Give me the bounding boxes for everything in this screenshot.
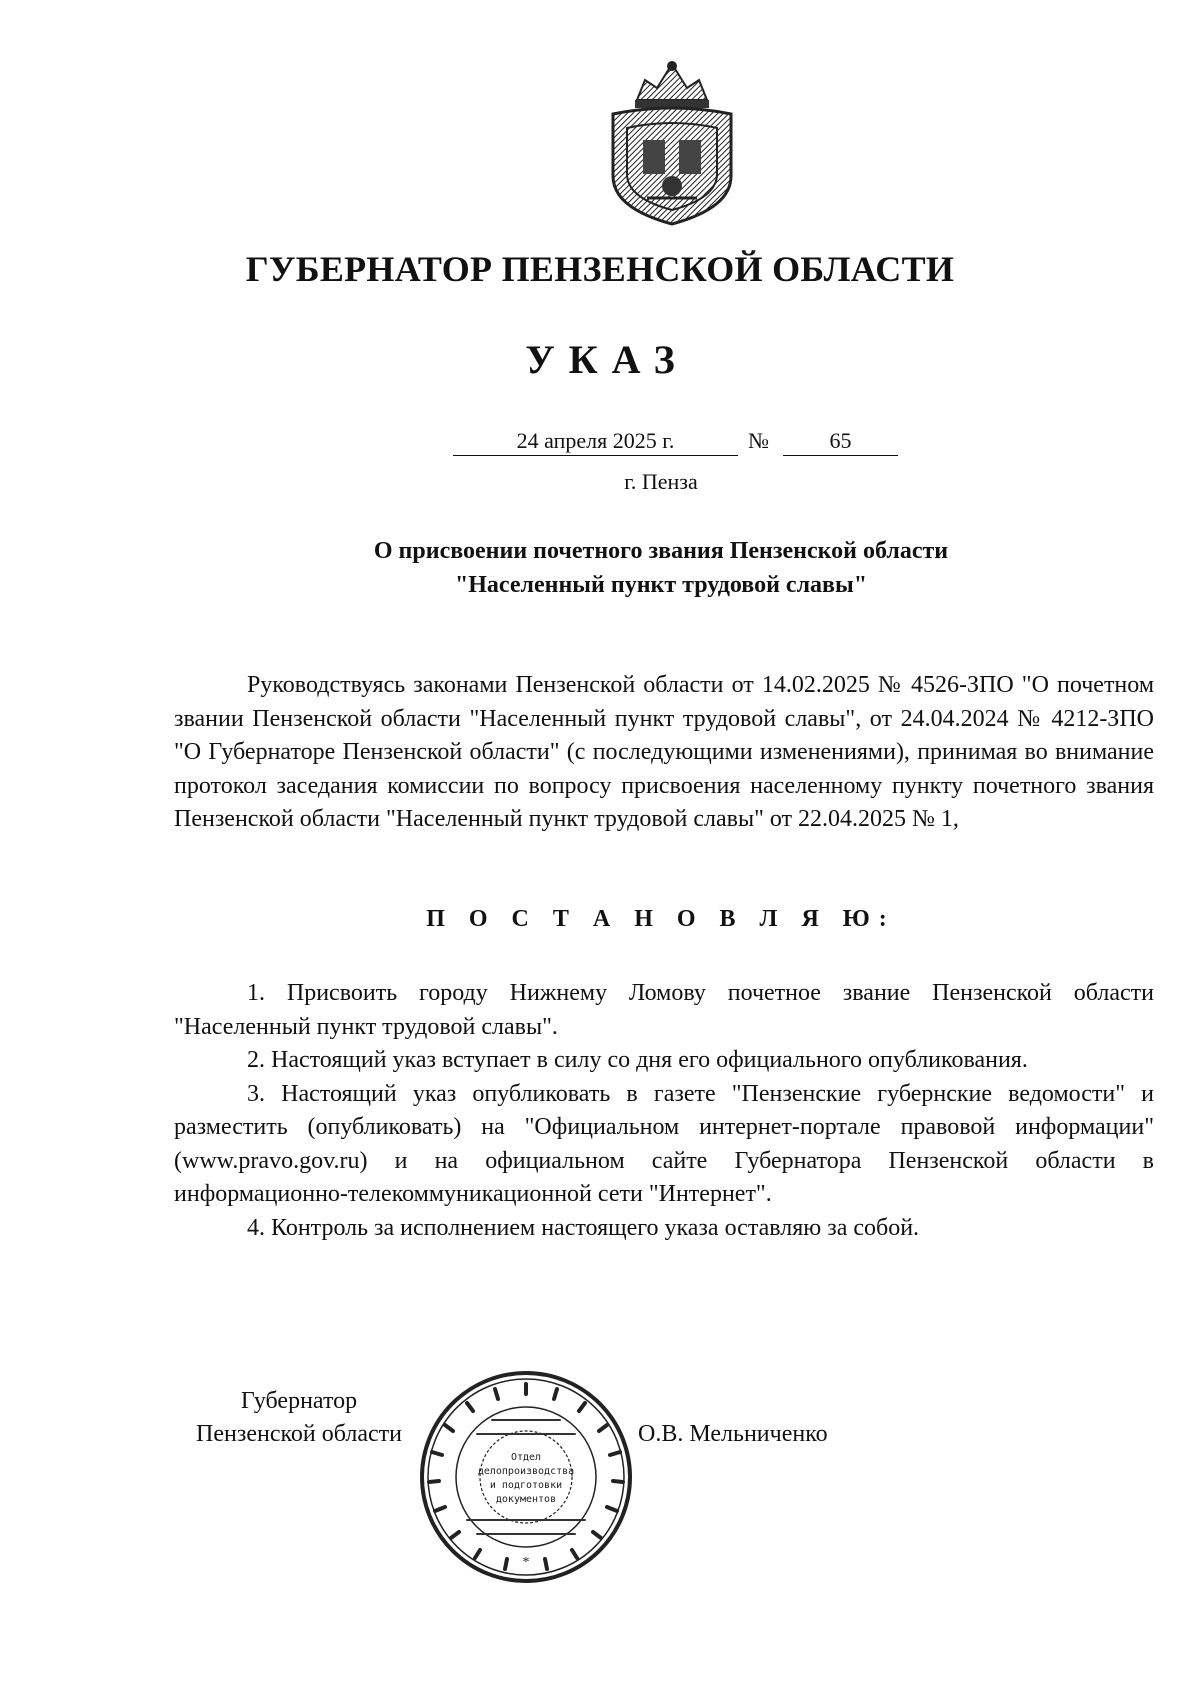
number-sign: № [748, 428, 769, 453]
document-date: 24 апреля 2025 г. [453, 428, 738, 456]
decree-item: 4. Контроль за исполнением настоящего указа оставляю за собой. [247, 1214, 920, 1241]
decree-item: 2. Настоящий указ вступает в силу со дня его официального опубликования. [247, 1047, 1028, 1073]
seal-center-line: документов [495, 1494, 557, 1505]
document-city: г. Пенза [624, 469, 698, 494]
preamble-paragraph: Руководствуясь законами Пензенской области от 14.02.2025 № 4526-ЗПО "О почетном звании Пензенской области "Населенный пункт трудовой славы", от 24.04.2024 № 4212-ЗПО "О Губернаторе Пензенской области" (с последующими изменениями), принимая во внимание протокол заседания комиссии по вопросу присвоения населенному пункту почетного звания Пензенской области "Населенный пункт трудовой славы" от 22.04.2025 № 1, [174, 672, 1154, 832]
document-type: УКАЗ [525, 337, 689, 382]
seal-center-line: и подготовки [489, 1480, 563, 1491]
svg-text:*: * [522, 1555, 530, 1570]
decree-item: 1. Присвоить городу Нижнему Ломову почетное звание Пензенской области "Населенный пункт трудовой славы". [174, 980, 1154, 1040]
signer-title-line-2: Пензенской области [196, 1421, 402, 1447]
issuing-authority: ГУБЕРНАТОР ПЕНЗЕНСКОЙ ОБЛАСТИ [245, 249, 955, 289]
decree-items [174, 977, 1154, 1245]
seal-center-line: делопроизводства [477, 1466, 575, 1477]
seal-center-line: Отдел [510, 1452, 542, 1463]
subject-line-1: О присвоении почетного звания Пензенской области [373, 538, 949, 564]
document-subject [0, 534, 1200, 602]
signer-name: О.В. Мельниченко [638, 1421, 828, 1447]
decree-heading: П О С Т А Н О В Л Я Ю: [426, 906, 896, 932]
signer-title-line-1: Губернатор [240, 1388, 358, 1414]
decree-item: 3. Настоящий указ опубликовать в газете "Пензенские губернские ведомости" и разместить (опубликовать) на "Официальном интернет-портале правовой информации" (www.pravo.gov.ru) и на официальном сайте Губернатора Пензенской области в информационно-телекоммуникационной сети "Интернет". [174, 1080, 1154, 1207]
subject-line-2: "Населенный пункт трудовой славы" [454, 572, 868, 598]
document-number: 65 [783, 428, 898, 456]
coat-of-arms-icon [597, 58, 747, 228]
official-seal-icon [417, 1368, 635, 1586]
